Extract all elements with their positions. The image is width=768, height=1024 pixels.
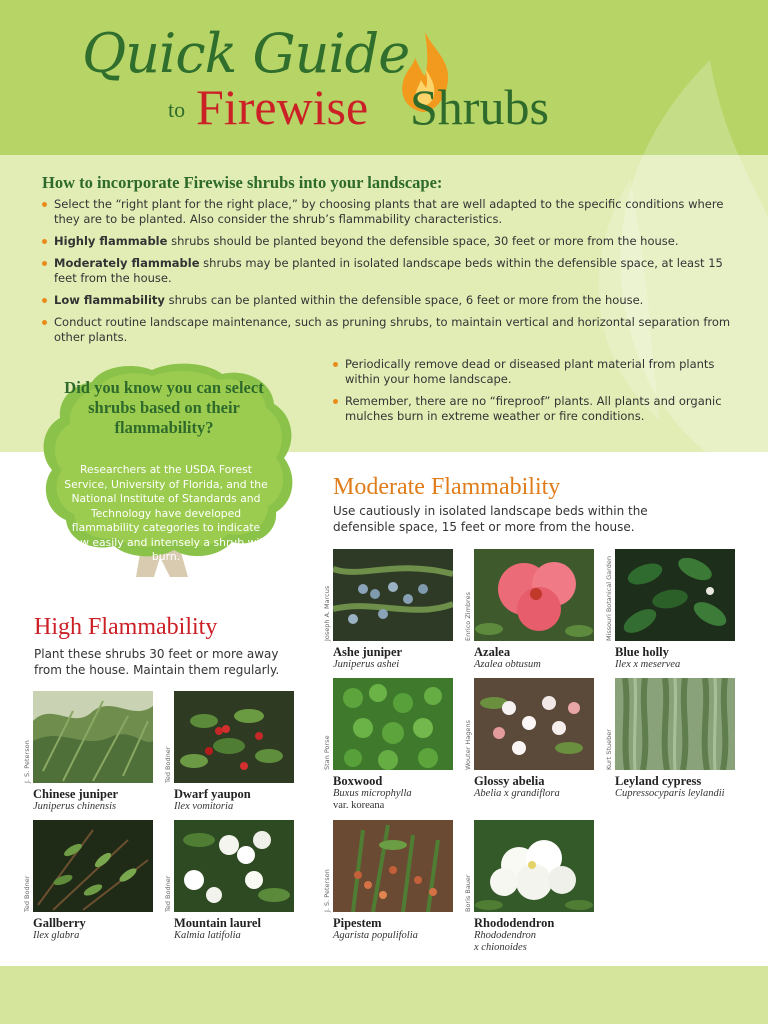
title-shrubs: Shrubs bbox=[410, 79, 549, 135]
plant-photo-gallberry bbox=[33, 820, 153, 912]
plant-card bbox=[605, 678, 737, 800]
plant-name: Mountain laurel bbox=[174, 916, 261, 930]
plant-name: Dwarf yaupon bbox=[174, 787, 251, 801]
title-to: to bbox=[168, 97, 186, 122]
plant-name: Glossy abelia bbox=[474, 774, 545, 788]
plant-scientific-name: Azalea obtusum bbox=[474, 659, 541, 670]
photo-credit: Wouter Hagens bbox=[464, 720, 472, 770]
plant-card bbox=[464, 820, 596, 954]
plant-card bbox=[23, 820, 155, 942]
photo-credit: J. S. Peterson bbox=[23, 740, 31, 783]
plant-card bbox=[605, 549, 737, 671]
plant-photo-chinese-juniper bbox=[33, 691, 153, 783]
photo-credit: Ted Bodner bbox=[164, 875, 172, 912]
photo-credit: Ted Bodner bbox=[23, 875, 31, 912]
plant-photo-pipestem bbox=[333, 820, 453, 912]
tip-item: Remember, there are no “fireproof” plants. All plants and organic mulches burn in extreme weather or fire conditions. bbox=[333, 394, 733, 424]
plant-scientific-name: Abelia x grandiflora bbox=[474, 788, 560, 799]
plant-card bbox=[164, 691, 296, 813]
plant-name: Rhododendron bbox=[474, 916, 555, 930]
plant-photo-mountain-laurel bbox=[174, 820, 294, 912]
tip-item: Low flammability shrubs can be planted within the defensible space, 6 feet or more from the house. bbox=[42, 293, 747, 308]
plant-photo-boxwood bbox=[333, 678, 453, 770]
plant-card bbox=[323, 549, 455, 671]
high-flammability-title: High Flammability bbox=[34, 614, 218, 640]
plant-name: Boxwood bbox=[333, 774, 383, 788]
plant-scientific-name: Agarista populifolia bbox=[333, 930, 418, 941]
plant-scientific-hybrid: x chionoides bbox=[474, 942, 527, 953]
title-firewise: Firewise bbox=[196, 79, 369, 135]
high-flammability-desc: Plant these shrubs 30 feet or more away from the house. Maintain them regularly. bbox=[34, 647, 280, 677]
plant-name: Blue holly bbox=[615, 645, 669, 659]
moderate-flammability-desc: Use cautiously in isolated landscape beds within the defensible space, 15 feet or more from the house. bbox=[333, 504, 648, 534]
plant-card bbox=[464, 549, 596, 671]
photo-credit: Missouri Botanical Garden bbox=[605, 556, 613, 641]
plant-card bbox=[23, 691, 155, 813]
plant-photo-glossy-abelia bbox=[474, 678, 594, 770]
photo-credit: Enrico Zimbres bbox=[464, 592, 472, 641]
did-you-know-question: Did you know you can select shrubs based on their flammability? bbox=[64, 378, 264, 437]
tip-item: Moderately flammable shrubs may be planted in isolated landscape beds within the defensible space, at least 15 feet from the house. bbox=[42, 256, 747, 286]
plant-card bbox=[464, 678, 596, 800]
moderate-flammability-title: Moderate Flammability bbox=[333, 474, 561, 500]
plant-scientific-name: Buxus microphylla bbox=[333, 788, 412, 799]
plant-name: Gallberry bbox=[33, 916, 86, 930]
plant-name: Pipestem bbox=[333, 916, 382, 930]
did-you-know-text: Researchers at the USDA Forest Service, University of Florida, and the National Institute of Standards and Technology have developed flammability categories to indicate how easily and intensely a shrub will burn. bbox=[64, 463, 268, 563]
title-quick-guide: Quick Guide bbox=[82, 22, 410, 85]
tip-item: Periodically remove dead or diseased plant material from plants within your home landscape. bbox=[333, 357, 733, 387]
plant-photo-rhododendron bbox=[474, 820, 594, 912]
plant-name: Chinese juniper bbox=[33, 787, 119, 801]
photo-credit: Joseph A. Marcus bbox=[323, 585, 331, 641]
plant-scientific-variety: var. koreana bbox=[333, 800, 385, 811]
plant-card bbox=[323, 820, 455, 942]
plant-scientific-name: Kalmia latifolia bbox=[174, 930, 241, 941]
plant-scientific-name: Cupressocyparis leylandii bbox=[615, 788, 725, 799]
plant-photo-blue-holly bbox=[615, 549, 735, 641]
plant-scientific-name: Ilex x meservea bbox=[615, 659, 681, 670]
photo-credit: Stan Porse bbox=[323, 735, 331, 770]
footer-band bbox=[0, 966, 768, 1024]
tip-item: Conduct routine landscape maintenance, such as pruning shrubs, to maintain vertical and horizontal separation from other plants. bbox=[42, 315, 747, 345]
plant-photo-azalea bbox=[474, 549, 594, 641]
photo-credit: Boris Bauer bbox=[464, 874, 472, 912]
plant-name: Leyland cypress bbox=[615, 774, 702, 788]
photo-credit: Kurt Stueber bbox=[605, 729, 613, 770]
plant-scientific-name: Rhododendron bbox=[474, 930, 537, 941]
plant-photo-leyland-cypress bbox=[615, 678, 735, 770]
plant-name: Azalea bbox=[474, 645, 511, 659]
plant-scientific-name: Juniperus chinensis bbox=[33, 801, 117, 812]
plant-photo-ashe-juniper bbox=[333, 549, 453, 641]
photo-credit: J. S. Peterson bbox=[323, 869, 331, 912]
tips-list-continued bbox=[333, 357, 733, 431]
plant-card bbox=[164, 820, 296, 942]
tips-list bbox=[42, 197, 747, 352]
plant-scientific-name: Ilex vomitoria bbox=[174, 801, 234, 812]
photo-credit: Ted Bodner bbox=[164, 746, 172, 783]
plant-scientific-name: Ilex glabra bbox=[33, 930, 80, 941]
plant-scientific-name: Juniperus ashei bbox=[333, 659, 400, 670]
plant-photo-dwarf-yaupon bbox=[174, 691, 294, 783]
tip-item: Highly flammable shrubs should be planted beyond the defensible space, 30 feet or more from the house. bbox=[42, 234, 747, 249]
plant-name: Ashe juniper bbox=[333, 645, 403, 659]
tip-item: Select the “right plant for the right place,” by choosing plants that are well adapted to the specific conditions where they are to be planted. Also consider the shrub’s flammability characteristics. bbox=[42, 197, 747, 227]
tips-heading: How to incorporate Firewise shrubs into your landscape: bbox=[42, 173, 443, 192]
plant-card bbox=[323, 678, 455, 812]
